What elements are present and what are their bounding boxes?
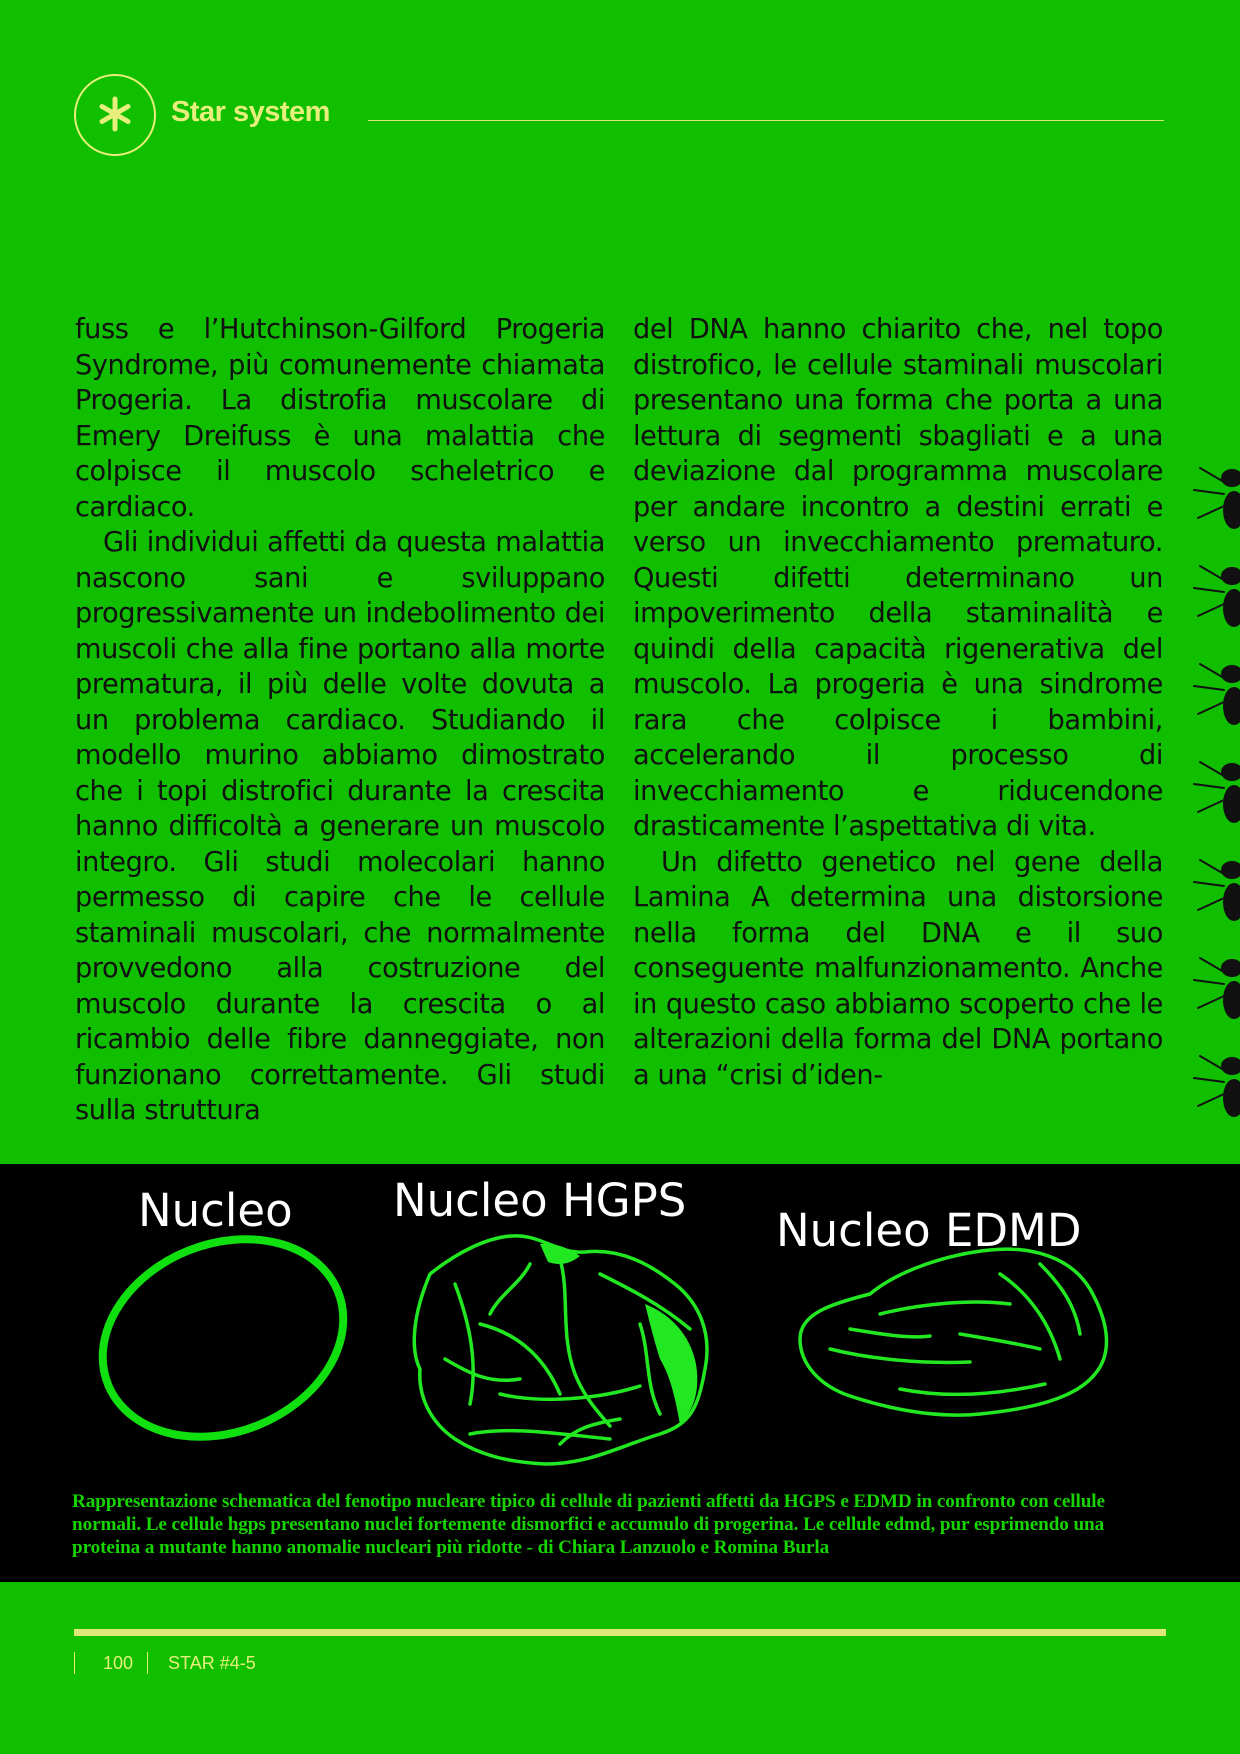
article-paragraph: del DNA hanno chiarito che, nel topo distrofico, le cellule staminali muscolari presentano una forma che porta a una lettura di segmenti sbagliati e a una deviazione dal programma muscolare per andare incontro a destini errati e verso un invecchiamento prematuro. Questi difetti determinano un impoverimento della staminalità e quindi della capacità rigenerativa del muscolo. La progeria è una sindrome rara che colpisce i bambini, accelerando il processo di invecchiamento e riducendone drasticamente l’aspettativa di vita. [633,314,1163,842]
page-footer [74,1651,256,1675]
page-number: 100 [103,1652,134,1673]
footer-divider [147,1652,148,1674]
label-nucleo-edmd: Nucleo EDMD [776,1204,1082,1257]
normal-nucleus-illustration [73,1204,373,1471]
ant-icon [1194,468,1240,528]
ant-icon [1194,762,1240,822]
ant-silhouettes-decoration [1188,460,1240,1160]
ant-icon [1194,860,1240,920]
label-nucleo: Nucleo [138,1184,293,1237]
figure-caption: Rappresentazione schematica del fenotipo nucleare tipico di cellule di pazienti affetti da HGPS e EDMD in confronto con cellule normali. Le cellule hgps presentano nuclei fortemente dismorfici e accumulo di progerina. Le cellule edmd, pur esprimendo una proteina a mutante hanno anomalie nucleari più ridotte - di Chiara Lanzuolo e Romina Burla [72,1491,1105,1558]
asterisk-icon [76,76,154,154]
footer-rule [74,1629,1166,1636]
footer-divider [74,1652,75,1674]
label-nucleo-hgps: Nucleo HGPS [393,1174,687,1227]
article-column-left [75,312,605,1129]
ant-icon [1194,566,1240,626]
article-paragraph: fuss e l’Hutchinson-Gilford Progeria Syndrome, più comunemente chiamata Progeria. La distrofia muscolare di Emery Dreifuss è una malattia che colpisce il muscolo scheletrico e cardiaco. [75,314,605,523]
article-paragraph: Gli individui affetti da questa malattia nascono sani e sviluppano progressivamente un indebolimento dei muscoli che alla fine portano alla morte prematura, il più delle volte dovuta a un problema cardiaco. Studiando il modello murino abbiamo dimostrato che i topi distrofici durante la crescita hanno difficoltà a generare un muscolo integro. Gli studi molecolari hanno permesso di capire che le cellule staminali muscolari, che normalmente provvedono alla costruzione del muscolo durante la crescita o al ricambio delle fibre danneggiate, non funzionano correttamente. Gli studi sulla struttura [75,527,605,1126]
magazine-issue: STAR #4-5 [168,1652,256,1673]
article-paragraph: Un difetto genetico nel gene della Lamina A determina una distorsione nella forma del DNA e il suo conseguente malfunzionamento. Anche in questo caso abbiamo scoperto che le alterazioni della forma del DNA portano a una “crisi d’iden- [633,846,1163,1091]
section-title: Star system [171,96,330,128]
ant-icon [1194,1056,1240,1116]
ant-icon [1194,664,1240,724]
article-column-right [633,312,1163,1093]
edmd-nucleus-illustration [800,1249,1106,1415]
section-logo [74,74,156,156]
header-divider [368,120,1164,121]
ant-icon [1194,958,1240,1018]
